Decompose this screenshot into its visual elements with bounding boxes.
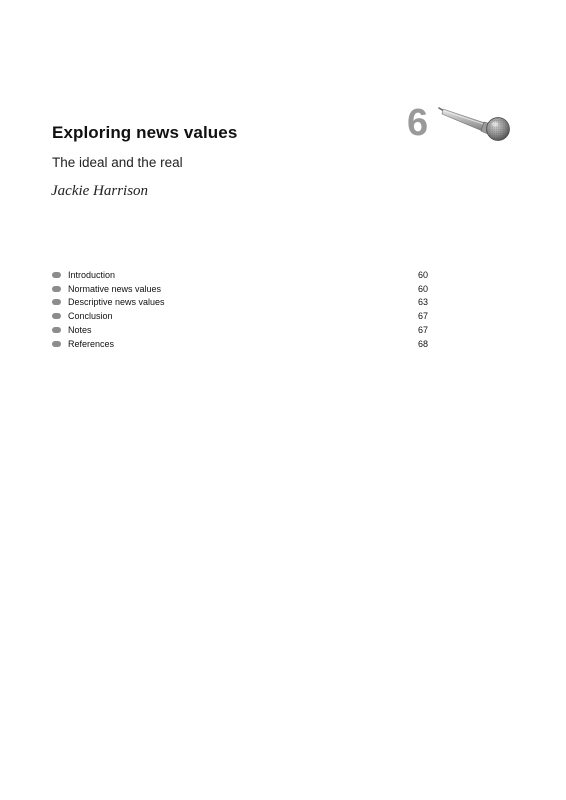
toc-item[interactable] bbox=[52, 268, 432, 282]
toc-item-label: Descriptive news values bbox=[68, 297, 165, 308]
toc-item[interactable] bbox=[52, 282, 432, 296]
toc-item-page: 68 bbox=[417, 338, 428, 349]
bullet-icon bbox=[52, 299, 61, 305]
chapter-author: Jackie Harrison bbox=[51, 183, 149, 199]
toc-item-label: Normative news values bbox=[68, 283, 162, 294]
microphone-icon bbox=[436, 104, 512, 144]
toc-item-label: Conclusion bbox=[68, 311, 113, 322]
chapter-number: 6 bbox=[407, 102, 429, 144]
toc-item-page: 60 bbox=[417, 283, 428, 294]
toc-item[interactable] bbox=[52, 337, 432, 351]
chapter-subtitle: The ideal and the real bbox=[52, 155, 183, 170]
chapter-title: Exploring news values bbox=[52, 123, 238, 142]
toc-item-page: 67 bbox=[417, 325, 428, 336]
bullet-icon bbox=[52, 327, 61, 333]
toc-item-label: Introduction bbox=[68, 269, 116, 280]
toc-item-page: 63 bbox=[417, 297, 428, 308]
toc-item-label: References bbox=[68, 338, 115, 349]
table-of-contents bbox=[52, 268, 432, 351]
toc-item[interactable] bbox=[52, 296, 432, 310]
bullet-icon bbox=[52, 272, 61, 278]
bullet-icon bbox=[52, 286, 61, 292]
toc-item[interactable] bbox=[52, 309, 432, 323]
toc-item[interactable] bbox=[52, 323, 432, 337]
toc-item-label: Notes bbox=[68, 325, 92, 336]
toc-item-page: 67 bbox=[417, 311, 428, 322]
bullet-icon bbox=[52, 341, 61, 347]
toc-item-page: 60 bbox=[417, 269, 428, 280]
bullet-icon bbox=[52, 313, 61, 319]
